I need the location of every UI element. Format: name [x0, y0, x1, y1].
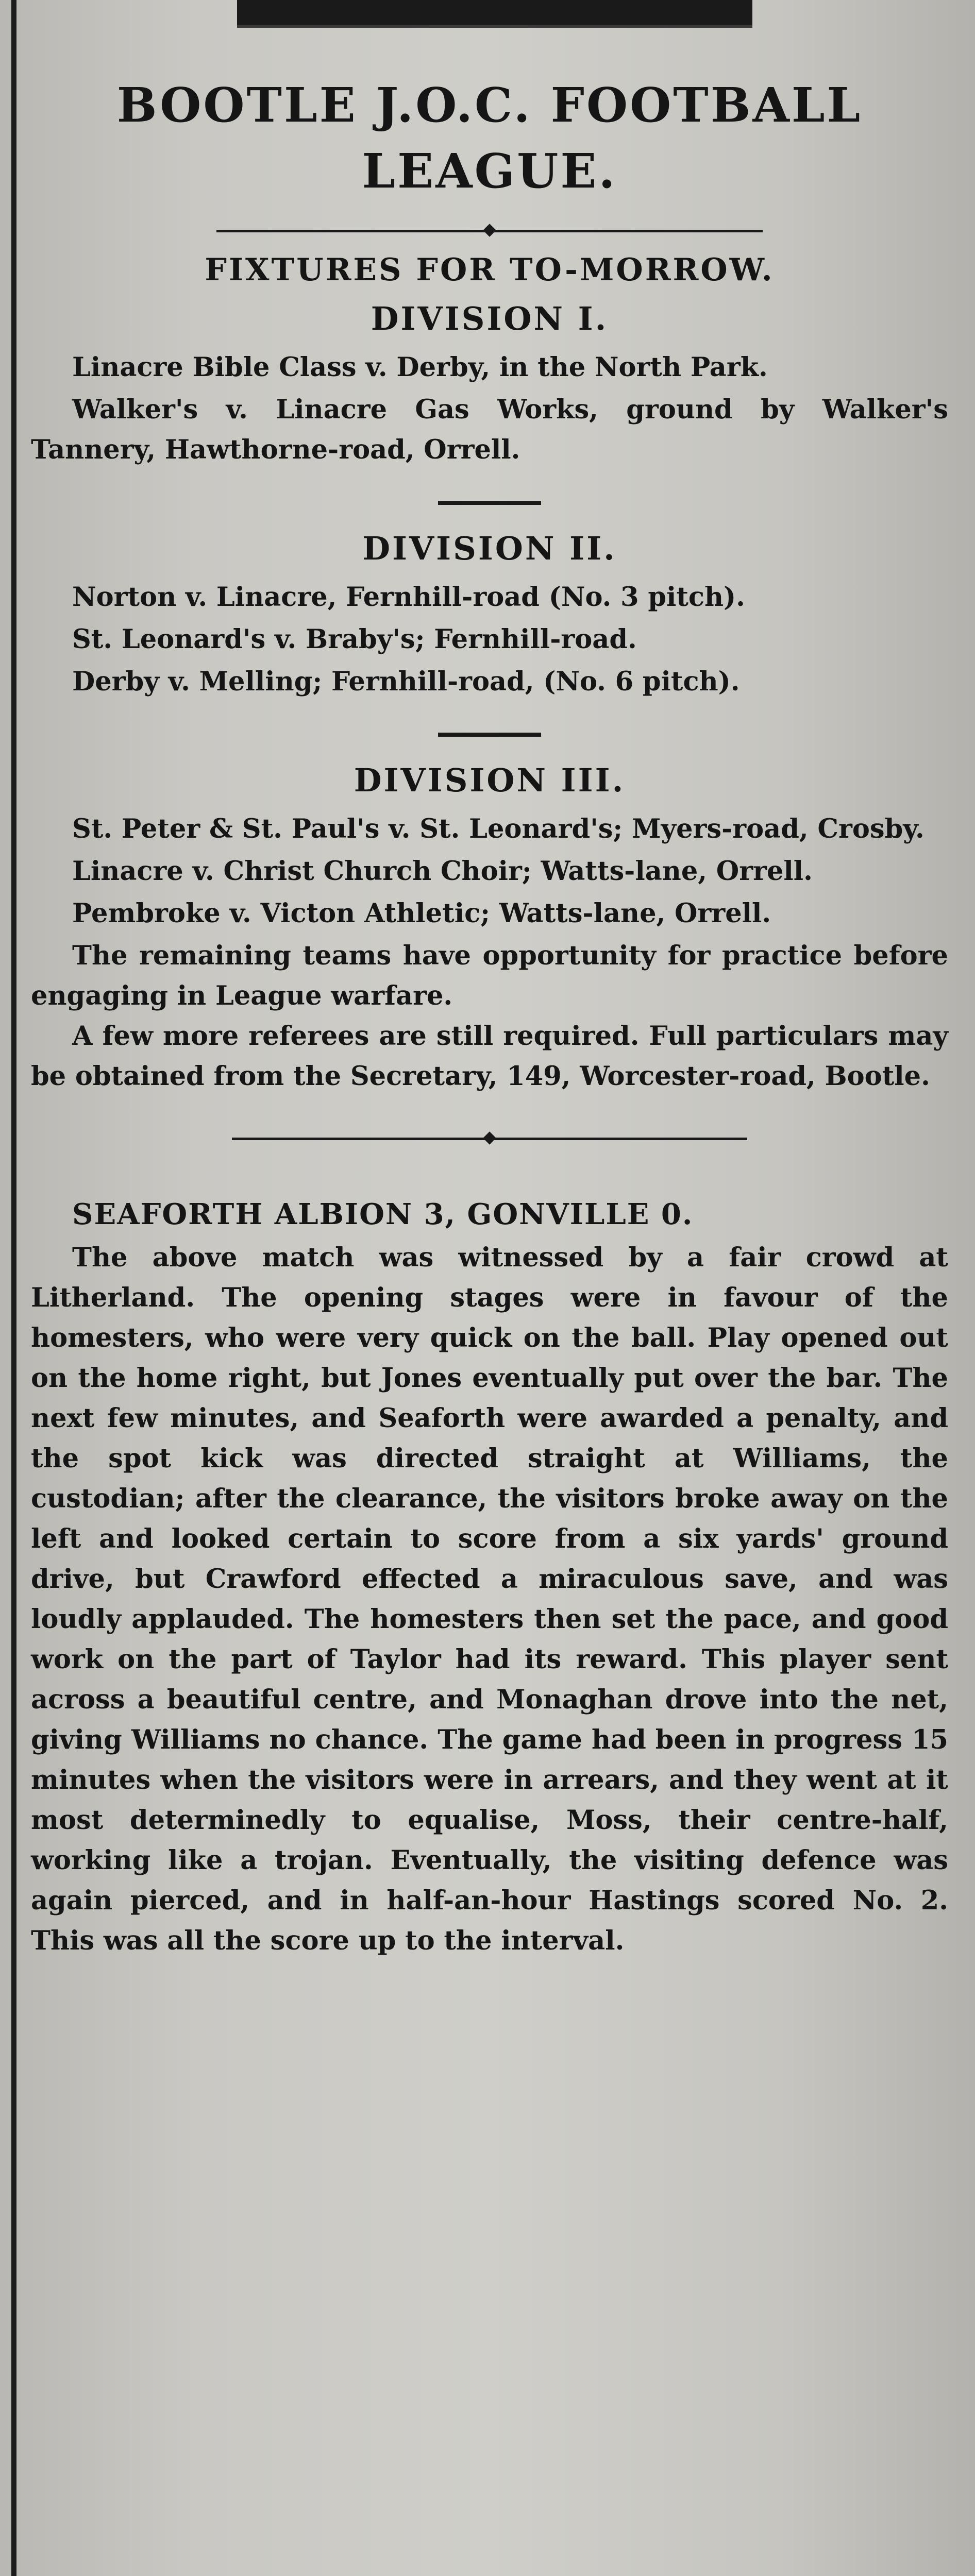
fixture-item: St. Peter & St. Paul's v. St. Leonard's; Myers-road, Crosby.	[72, 814, 924, 844]
league-note: The remaining teams have opportunity for practice before engaging in League warfare.	[31, 940, 948, 1011]
league-note: A few more referees are still required. Full particulars may be obtained from the Secretary, 149, Worcester-road, Bootle.	[31, 1021, 948, 1092]
ornamental-rule	[216, 225, 763, 237]
column-rule	[11, 0, 16, 2576]
fixtures-heading: FIXTURES FOR TO-MORROW.	[205, 252, 775, 288]
match-headline: SEAFORTH ALBION 3, GONVILLE 0.	[72, 1197, 694, 1231]
match-report-body: The above match was witnessed by a fair crowd at Litherland. The opening stages were in favour of the homesters, who were very quick on the ball. Play opened out on the home right, but Jones eventually put over the bar. The next few minutes, and Seaforth were awarded a penalty, and the spot kick was directed straight at Williams, the custodian; after the clearance, the visitors broke away on the left and looked certain to score from a six yards' ground drive, but Crawford effected a miraculous save, and was loudly applauded. The homesters then set the pace, and good work on the part of Taylor had its reward. This player sent across a beautiful centre, and Monaghan drove into the net, giving Williams no chance. The game had been in progress 15 minutes when the visitors were in arrears, and they went at it most determinedly to equalise, Moss, their centre-half, working like a trojan. Eventually, the visiting defence was again pierced, and in half-an-hour Hastings scored No. 2. This was all the score up to the interval.	[31, 1242, 948, 1956]
division-2-title: DIVISION II.	[362, 530, 617, 567]
fixture-item: Derby v. Melling; Fernhill-road, (No. 6 pitch).	[72, 666, 740, 697]
article-column	[31, 41, 948, 1961]
fixture-item: St. Leonard's v. Braby's; Fernhill-road.	[72, 624, 637, 655]
division-1-title: DIVISION I.	[371, 300, 609, 337]
fixture-item: Walker's v. Linacre Gas Works, ground by Walker's Tannery, Hawthorne-road, Orrell.	[31, 394, 948, 465]
league-title: BOOTLE J.O.C. FOOTBALL LEAGUE.	[116, 77, 863, 199]
divider-rule	[438, 501, 541, 505]
fixture-item: Linacre v. Christ Church Choir; Watts-lane, Orrell.	[72, 856, 813, 887]
top-rule	[237, 0, 752, 28]
ornamental-rule	[232, 1132, 747, 1145]
fixture-item: Pembroke v. Victon Athletic; Watts-lane, Orrell.	[72, 898, 771, 929]
division-3-title: DIVISION III.	[354, 761, 626, 799]
divider-rule	[438, 733, 541, 737]
fixture-item: Norton v. Linacre, Fernhill-road (No. 3 pitch).	[72, 582, 745, 613]
fixture-item: Linacre Bible Class v. Derby, in the North Park.	[72, 352, 768, 383]
